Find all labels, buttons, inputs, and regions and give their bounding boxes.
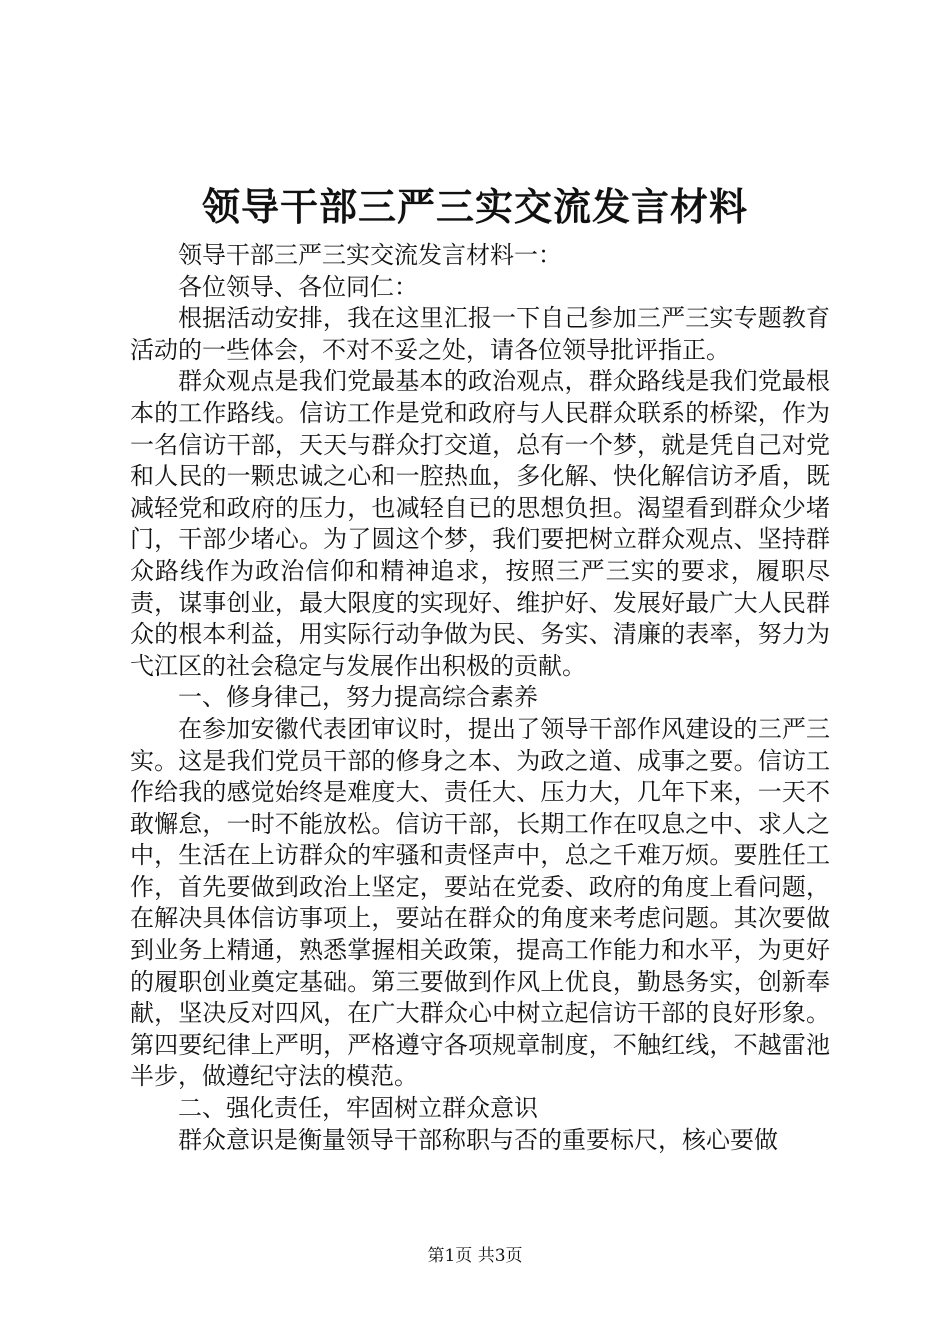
paragraph-mass-awareness: 群众意识是衡量领导干部称职与否的重要标尺，核心要做 — [178, 1125, 778, 1154]
section-heading-one: 一、修身律己，努力提高综合素养 — [178, 683, 538, 712]
paragraph-heading-line: 领导干部三严三实交流发言材料一： — [178, 241, 562, 269]
section-heading-two: 二、强化责任，牢固树立群众意识 — [178, 1094, 538, 1123]
paragraph-intro: 根据活动安排，我在这里汇报一下自己参加三严三实专题教育活动的一些体会，不对不妥之处，请各位领导批评指正。 — [130, 304, 830, 364]
document-title: 领导干部三严三实交流发言材料 — [201, 184, 748, 229]
paragraph-mass-viewpoint: 群众观点是我们党最基本的政治观点，群众路线是我们党最根本的工作路线。信访工作是党和政府与人民群众联系的桥梁，作为一名信访干部，天天与群众打交道，总有一个梦，就是凭自己对党和人民的一颗忠诚之心和一腔热血，多化解、快化解信访矛盾，既减轻党和政府的压力，也减轻自已的思想负担。渴望看到群众少堵门，干部少堵心。为了圆这个梦，我们要把树立群众观点、坚持群众路线作为政治信仰和精神追求，按照三严三实的要求，履职尽责，谋事创业，最大限度的实现好、维护好、发展好最广大人民群众的根本利益，用实际行动争做为民、务实、清廉的表率，努力为弋江区的社会稳定与发展作出积极的贡献。 — [130, 367, 830, 680]
paragraph-salutation: 各位领导、各位同仁： — [178, 272, 418, 301]
document-body — [130, 240, 830, 1156]
page-number-footer: 第1页 共3页 — [427, 1246, 523, 1266]
paragraph-self-cultivation: 在参加安徽代表团审议时，提出了领导干部作风建设的三严三实。这是我们党员干部的修身之本、为政之道、成事之要。信访工作给我的感觉始终是难度大、责任大、压力大，几年下来，一天不敢懈怠，一时不能放松。信访干部，长期工作在叹息之中、求人之中，生活在上访群众的牢骚和责怪声中，总之千难万烦。要胜任工作，首先要做到政治上坚定，要站在党委、政府的角度上看问题，在解决具体信访事项上，要站在群众的角度来考虑问题。其次要做到业务上精通，熟悉掌握相关政策，提高工作能力和水平，为更好的履职创业奠定基础。第三要做到作风上优良，勤恳务实，创新奉献，坚决反对四风，在广大群众心中树立起信访干部的良好形象。第四要纪律上严明，严格遵守各项规章制度，不触红线，不越雷池半步，做遵纪守法的模范。 — [130, 714, 830, 1091]
